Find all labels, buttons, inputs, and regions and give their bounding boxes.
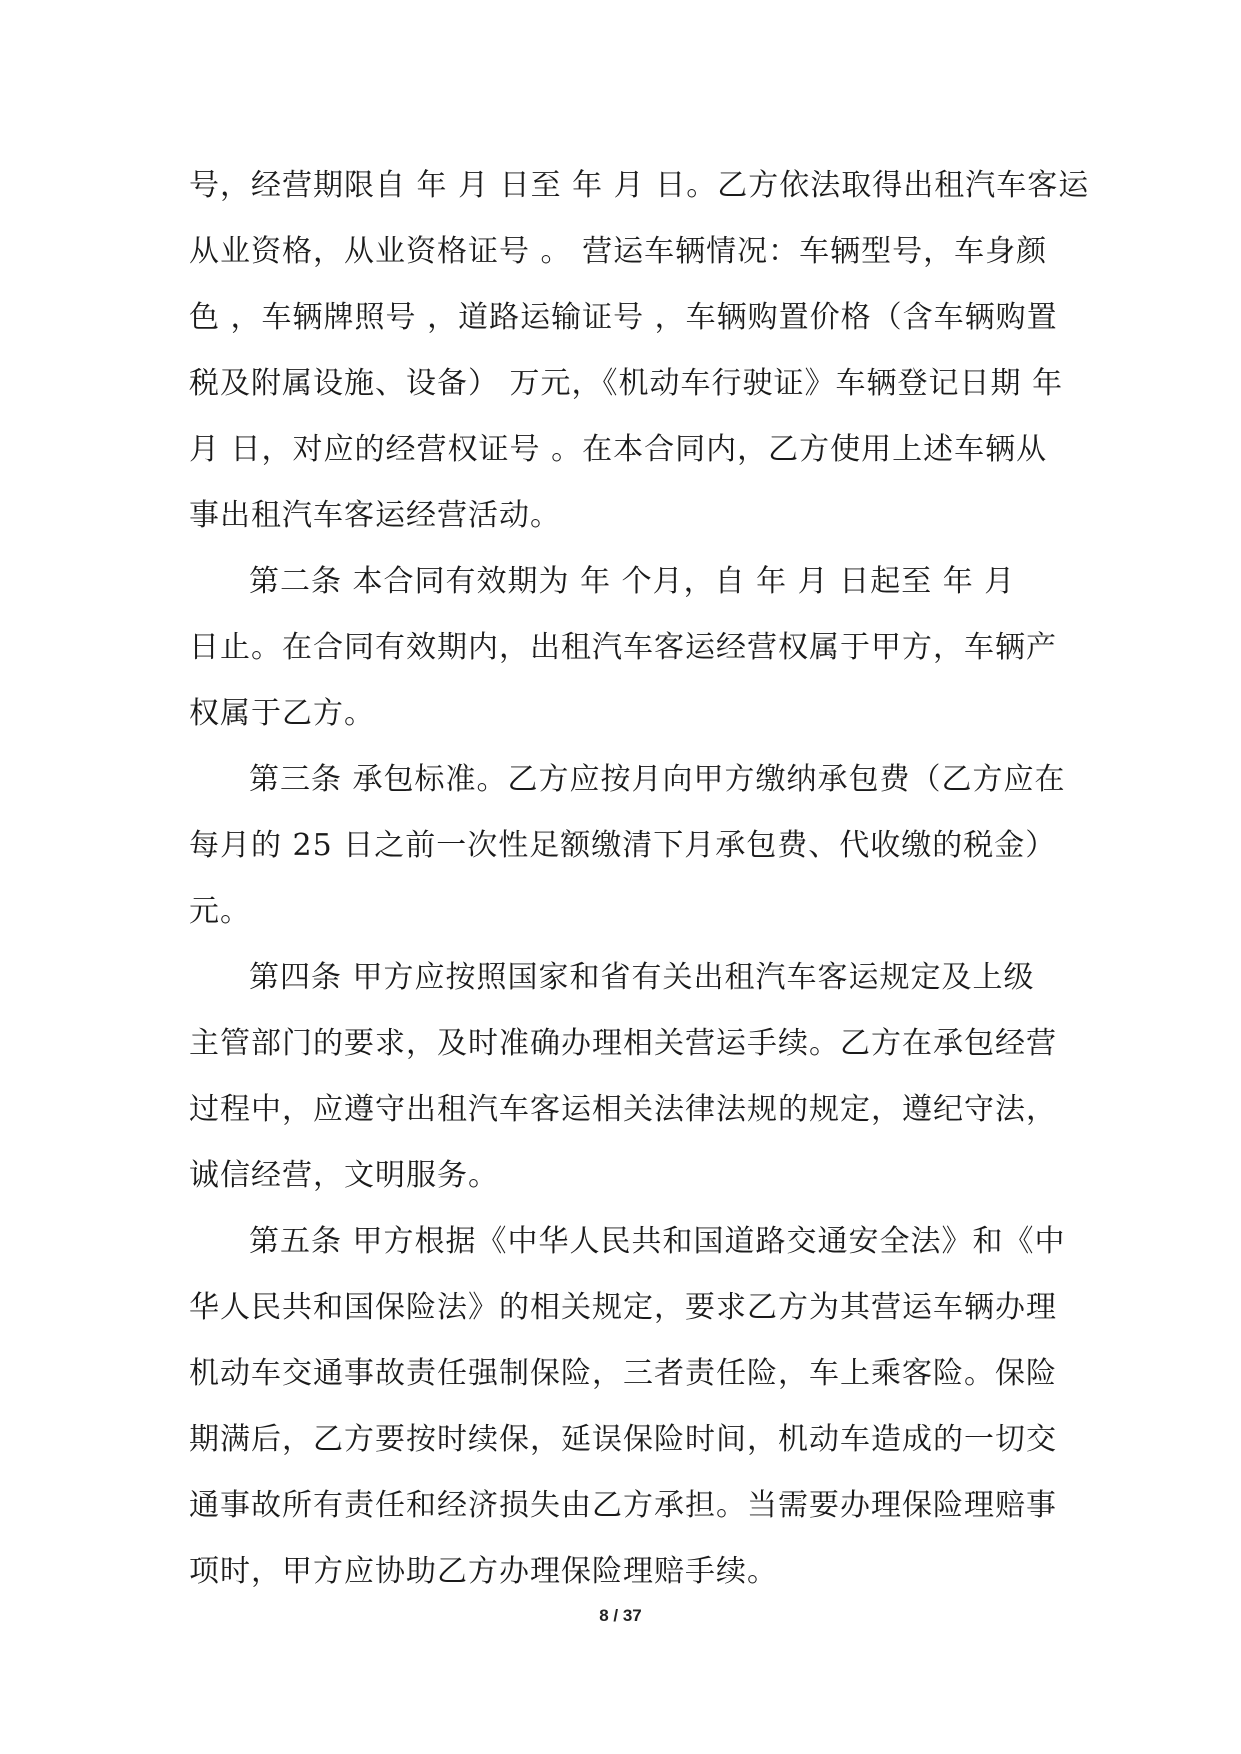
text-line: 第五条 甲方根据《中华人民共和国道路交通安全法》和《中 bbox=[249, 1224, 1066, 1259]
text-line: 期满后，乙方要按时续保，延误保险时间，机动车造成的一切交 bbox=[189, 1422, 1057, 1457]
text-line: 第三条 承包标准。乙方应按月向甲方缴纳承包费（乙方应在 bbox=[249, 762, 1066, 797]
text-line: 权属于乙方。 bbox=[189, 696, 375, 731]
page-number: 8 / 37 bbox=[599, 1606, 642, 1625]
text-line: 事出租汽车客运经营活动。 bbox=[189, 498, 561, 533]
text-line: 日止。在合同有效期内，出租汽车客运经营权属于甲方，车辆产 bbox=[189, 630, 1057, 665]
text-line: 诚信经营，文明服务。 bbox=[189, 1158, 499, 1193]
text-line: 月 日，对应的经营权证号 。在本合同内，乙方使用上述车辆从 bbox=[189, 432, 1048, 467]
paragraph-article-5 bbox=[189, 1209, 1066, 1605]
text-line: 华人民共和国保险法》的相关规定，要求乙方为其营运车辆办理 bbox=[189, 1290, 1057, 1325]
text-line: 元。 bbox=[189, 894, 251, 929]
paragraph-vehicle-info bbox=[189, 153, 1090, 549]
text-line: 通事故所有责任和经济损失由乙方承担。当需要办理保险理赔事 bbox=[189, 1488, 1057, 1523]
text-line: 每月的 25 日之前一次性足额缴清下月承包费、代收缴的税金） bbox=[189, 828, 1057, 863]
text-line: 税及附属设施、设备） 万元，《机动车行驶证》车辆登记日期 年 bbox=[189, 366, 1064, 401]
text-line: 号，经营期限自 年 月 日至 年 月 日。乙方依法取得出租汽车客运 bbox=[189, 168, 1090, 203]
document-body bbox=[189, 153, 1090, 1605]
paragraph-article-3 bbox=[189, 747, 1066, 945]
paragraph-article-4 bbox=[189, 945, 1057, 1209]
text-line: 从业资格，从业资格证号 。 营运车辆情况：车辆型号，车身颜 bbox=[189, 234, 1048, 269]
text-line: 第二条 本合同有效期为 年 个月，自 年 月 日起至 年 月 bbox=[249, 564, 1016, 599]
text-line: 过程中，应遵守出租汽车客运相关法律法规的规定，遵纪守法， bbox=[189, 1092, 1057, 1127]
paragraph-article-2 bbox=[189, 549, 1057, 747]
text-line: 色 ，车辆牌照号 ，道路运输证号 ，车辆购置价格（含车辆购置 bbox=[189, 300, 1058, 335]
text-line: 项时，甲方应协助乙方办理保险理赔手续。 bbox=[189, 1554, 778, 1589]
text-line: 机动车交通事故责任强制保险，三者责任险，车上乘客险。保险 bbox=[189, 1356, 1057, 1391]
text-line: 主管部门的要求，及时准确办理相关营运手续。乙方在承包经营 bbox=[189, 1026, 1057, 1061]
text-line: 第四条 甲方应按照国家和省有关出租汽车客运规定及上级 bbox=[249, 960, 1035, 995]
